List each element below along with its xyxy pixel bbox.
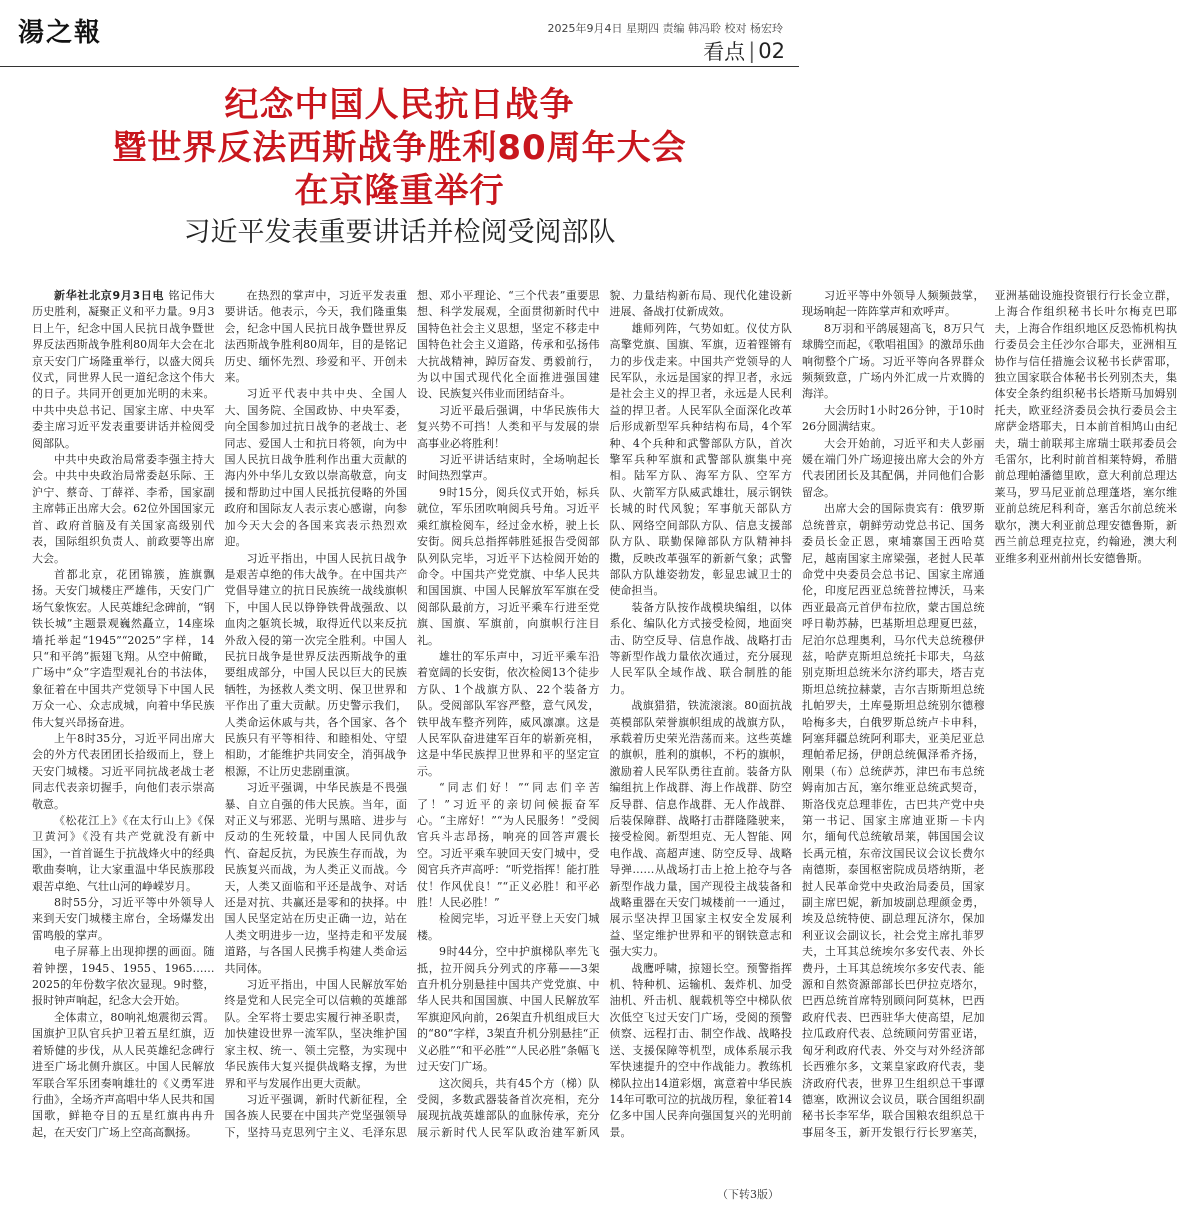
article-paragraph: 习近平代表中共中央、全国人大、国务院、全国政协、中央军委，向全国参加过抗日战争的老战士、老同志、爱国人士和抗日将领，向为中国人民抗日战争胜利作出重大贡献的海内外中华儿女致以崇高敬意，向支援和帮助过中国人民抵抗侵略的外国政府和国际友人表示衷心感谢，向参加今天大会的各国来宾表示热烈欢迎。 (224, 387, 407, 549)
article-paragraph: 8万羽和平鸽展翅高飞，8万只气球腾空而起，《歌唱祖国》的激昂乐曲响彻整个广场。习近平等向各界群众频频致意，广场内外汇成一片欢腾的海洋。 (802, 321, 985, 401)
newspaper-logo: 湯之報 (18, 18, 103, 48)
issue-info: 2025年9月4日 星期四 责编 韩冯聆 校对 杨宏玲 (547, 22, 783, 35)
article-paragraph: 装备方队按作战模块编组，以体系化、编队化方式接受检阅，地面突击、防空反导、信息作战、战略打击等新型作战力量依次通过，充分展现人民军队全域作战、联合制胜的能力。 (609, 600, 792, 696)
article-paragraph: 大会开始前，习近平和夫人彭丽媛在端门外广场迎接出席大会的外方代表团团长及其配偶，并同他们合影留念。 (802, 436, 985, 499)
article-paragraph: 9时15分，阅兵仪式开始，标兵就位，军乐团吹响阅兵号角。习近平乘红旗检阅车，经过金水桥，驶上长安街。阅兵总指挥韩胜延报告受阅部队列队完毕，习近平下达检阅开始的命令。中国共产党党旗、中华人民共和国国旗、中国人民解放军军旗在受阅部队最前方，习近平乘车行进至党旗、国旗、军旗前，向旗帜行注目礼。 (417, 485, 600, 647)
article-paragraph: 习近平强调，中华民族是不畏强暴、自立自强的伟大民族。当年，面对正义与邪恶、光明与黑暗、进步与反动的生死较量，中国人民同仇敌忾、奋起反抗，为民族生存而战，为民族复兴而战，为人类正义而战。今天，人类又面临和平还是战争、对话还是对抗、共赢还是零和的抉择。中国人民坚定站在历史正确一边，站在人类文明进步一边，坚持走和平发展道路，与各国人民携手构建人类命运共同体。 (224, 781, 407, 975)
headline-block (0, 84, 799, 251)
article-paragraph: 习近平指出，中国人民抗日战争是艰苦卓绝的伟大战争。在中国共产党倡导建立的抗日民族统一战线旗帜下，中国人民以铮铮铁骨战强敌、以血肉之躯筑长城，取得近代以来反抗外敌入侵的第一次完全胜利。中国人民抗日战争是世界反法西斯战争的重要组成部分，中国人民以巨大的民族牺牲，为拯救人类文明、保卫世界和平作出了重大贡献。历史警示我们，人类命运休戚与共，各个国家、各个民族只有平等相待、和睦相处、守望相助，才能维护共同安全，消弭战争根源，不让历史悲剧重演。 (224, 551, 407, 778)
article-paragraph: 习近平讲话结束时，全场响起长时间热烈掌声。 (417, 453, 600, 483)
headline-subtitle: 习近平发表重要讲话并检阅受阅部队 (183, 217, 616, 248)
article-paragraph: 全体肃立，80响礼炮震彻云霄。国旗护卫队官兵护卫着五星红旗，迈着矫健的步伐，从人民英雄纪念碑行进至广场北侧升旗区。中国人民解放军联合军乐团奏响雄壮的《义勇军进行曲》，全场齐声高唱中华人民共和国国歌，鲜艳夺目的五星红旗冉冉升起，在天安门广场上空高高飘扬。 (32, 1010, 215, 1139)
header-rule (0, 66, 799, 67)
article-paragraph: 战旗猎猎，铁流滚滚。80面抗战英模部队荣誉旗帜组成的战旗方队，承载着历史荣光浩荡而来。这些英雄的旗帜，胜利的旗帜，不朽的旗帜，激励着人民军队勇往直前。装备方队编组抗上作战群、海上作战群、防空反导群、信息作战群、无人作战群、后装保障群、战略打击群隆隆驶来，接受检阅。新型坦克、无人智能、网电作战、高超声速、防空反导、战略导弹……从战场打击上抢上抢夺与各新型作战力量，国产现役主战装备和战略重器在天安门城楼前一一通过，展示坚决捍卫国家主权安全发展利益、坚定维护世界和平的钢铁意志和强大实力。 (609, 699, 792, 959)
article-paragraph: 《松花江上》《在太行山上》《保卫黄河》《没有共产党就没有新中国》，一首首诞生于抗战烽火中的经典歌曲奏响，让大家重温中华民族那段艰苦卓绝、气壮山河的峥嵘岁月。 (32, 814, 215, 893)
article-paragraph: 新华社北京9月3日电 铭记伟大历史胜利，凝聚正义和平力量。9月3日上午，纪念中国人民抗日战争暨世界反法西斯战争胜利80周年大会在北京天安门广场隆重举行，以盛大阅兵仪式，同世界人民一道纪念这个伟大的日子。共同开创更加光明的未来。中共中央总书记、国家主席、中央军委主席习近平发表重要讲话并检阅受阅部队。 (32, 289, 215, 450)
article-paragraph: 习近平指出，中国人民解放军始终是党和人民完全可以信赖的英雄部队。全军将士要忠实履行神圣职责，加快建设世界一流军队，坚决维护国家主权、统一、领土完整，为实现中华民族伟大复兴提供战略支撑，为世界和平与发展作出更大贡献。 (224, 978, 407, 1090)
section-label: 看点 (703, 40, 746, 64)
headline-line-1: 纪念中国人民抗日战争 (224, 85, 575, 125)
article-paragraph: 习近平最后强调，中华民族伟大复兴势不可挡！人类和平与发展的崇高事业必将胜利！ (417, 403, 600, 450)
article-paragraph: 中共中央政治局常委李强主持大会。中共中央政治局常委赵乐际、王沪宁、蔡奇、丁薛祥、李希，国家副主席韩正出席大会。62位外国国家元首、政府首脑及有关国家高级别代表，国际组织负责人、前政要等出席大会。 (32, 453, 215, 565)
article-paragraph: 习近平强调，新时代新征程，全国各族人民要在中国共产党坚强领导下，坚持马克思列宁主义、毛泽东思想、邓小平理论、“三个代表”重要思想、科学发展观，全面贯彻新时代中国特色社会主义思想，坚定不移走中国特色社会主义道路，传承和弘扬伟大抗战精神，踔厉奋发、勇毅前行，为以中国式现代化全面推进强国建设、民族复兴伟业而团结奋斗。 (224, 289, 600, 1139)
page-tag (703, 38, 785, 64)
page-number: 02 (758, 39, 785, 63)
article-body (32, 288, 1177, 1154)
article-paragraph: 在热烈的掌声中，习近平发表重要讲话。他表示，今天，我们隆重集会，纪念中国人民抗日战争暨世界反法西斯战争胜利80周年，目的是铭记历史、缅怀先烈、珍爱和平、开创未来。 (224, 289, 407, 385)
article-paragraph: 战鹰呼啸，掠翅长空。预警指挥机、特种机、运输机、轰炸机、加受油机、歼击机、舰载机等空中梯队依次低空飞过天安门广场，受阅的预警侦察、远程打击、制空作战、战略投送、支援保障等机型，成体系展示我军快速提升的空中作战能力。教练机梯队拉出14道彩烟，寓意着中华民族14年可歌可泣的抗战历程，象征着14亿多中国人民奔向强国复兴的光明前景。 (609, 961, 792, 1139)
article-paragraph: 首都北京，花团锦簇，旌旗飘扬。天安门城楼庄严雄伟，天安门广场气象恢宏。人民英雄纪念碑前，“钢铁长城”主题景观巍然矗立，14座垛墙托举起“1945”“2025”字样，14只“和平鸽”振翅飞翔。从空中俯瞰，广场中“众”字造型观礼台的书法体，象征着在中国共产党领导下中国人民万众一心、众志成城，向着中华民族伟大复兴昂扬奋进。 (32, 567, 215, 729)
dateline: 新华社北京9月3日电 (54, 289, 165, 302)
divider: | (748, 39, 756, 63)
masthead (0, 0, 799, 70)
article-paragraph: 检阅完毕，习近平登上天安门城楼。 (417, 912, 600, 942)
article-paragraph: 习近平等中外领导人频频鼓掌，现场响起一阵阵掌声和欢呼声。 (802, 289, 985, 319)
article-paragraph: 上午8时35分，习近平同出席大会的外方代表团团长拾级而上，登上天安门城楼。习近平同抗战老战士老同志代表亲切握手，向他们表示崇高敬意。 (32, 731, 215, 811)
article-paragraph: 大会历时1小时26分钟，于10时26分圆满结束。 (802, 403, 985, 434)
headline-line-3: 在京隆重举行 (294, 171, 505, 211)
continued-note: （下转3版） (717, 1188, 779, 1201)
article-paragraph: 这次阅兵，共有45个方（梯）队受阅，多数武器装备首次亮相，充分展现抗战英雄部队的血脉传承，充分展示新时代人民军队政治建军新风貌、力量结构新布局、现代化建设新进展、备战打仗新成效。 (417, 289, 792, 1139)
article-paragraph: 9时44分，空中护旗梯队率先飞抵，拉开阅兵分列式的序幕——3架直升机分别悬挂中国共产党党旗、中华人民共和国国旗、中国人民解放军军旗迎风向前，26架直升机组成巨大的“80”字样，3架直升机分别悬挂“正义必胜”“和平必胜”“人民必胜”条幅飞过天安门广场。 (417, 945, 600, 1074)
article-paragraph: “同志们好！”“同志们辛苦了！”习近平的亲切问候振奋军心。“主席好！”“为人民服务！”受阅官兵斗志昂扬，响亮的回答声震长空。习近平乘车驶回天安门城中，受阅官兵齐声高呼：“听党指挥！能打胜仗！作风优良！”“正义必胜！和平必胜！人民必胜！” (417, 781, 600, 910)
article-paragraph: 雄师列阵，气势如虹。仪仗方队高擎党旗、国旗、军旗，迈着铿锵有力的步伐走来。中国共产党领导的人民军队，永远是国家的捍卫者，永远是社会主义的捍卫者，永远是人民利益的捍卫者。人民军队全面深化改革后形成新型军兵种结构布局，4个军种、4个兵种和武警部队方队，首次擎军兵种军旗和武警部队旗集中亮相。陆军方队、海军方队、空军方队、火箭军方队威武雄壮，展示钢铁长城的时代风貌；军事航天部队方队、网络空间部队方队、信息支援部队方队、联勤保障部队方队精神抖擞，反映改革强军的新新气象；武警部队方队雄姿勃发，彰显忠诚卫士的使命担当。 (609, 321, 792, 598)
article-paragraph: 雄壮的军乐声中，习近平乘车沿着宽阔的长安街，依次检阅13个徒步方队、1个战旗方队、22个装备方队。受阅部队军容严整，意气风发，铁甲战车整齐列阵，威风凛凛。这是人民军队奋进建军百年的崭新亮相，这是中华民族捍卫世界和平的坚定宣示。 (417, 649, 600, 778)
article-paragraph: 出席大会的国际贵宾有：俄罗斯总统普京，朝鲜劳动党总书记、国务委员长金正恩，柬埔寨国王西哈莫尼，越南国家主席梁强，老挝人民革命党中央委员会总书记、国家主席通伦，印度尼西亚总统普拉博沃，马来西亚最高元首伊布拉欣，蒙古国总统呼日勒苏赫，巴基斯坦总理夏巴兹，尼泊尔总理奥利，马尔代夫总统穆伊兹，哈萨克斯坦总统托卡耶夫，乌兹别克斯坦总统米尔济约耶夫，塔吉克斯坦总统拉赫蒙，吉尔吉斯斯坦总统扎帕罗夫，土库曼斯坦总统别尔德穆哈梅多夫，白俄罗斯总统卢卡申科，阿塞拜疆总统阿利耶夫，亚美尼亚总理帕希尼扬，伊朗总统佩泽希齐扬，刚果（布）总统萨苏，津巴布韦总统姆南加古瓦，塞尔维亚总统武契奇，斯洛伐克总理菲佐，古巴共产党中央第一书记、国家主席迪亚斯－卡内尔，缅甸代总统敏昂莱，韩国国会议长禹元植，东帝汶国民议会议长费尔南德斯，泰国枢密院成员塔纳斯，老挝人民革命党中央政治局委员，国家副主席巴妮，新加坡副总理颜金勇，埃及总统特使、副总理瓦济尔，保加利亚议会副议长，社会党主席扎菲罗夫，土耳其总统埃尔多安代表、外长费丹，土耳其总统埃尔多安代表、能源和自然资源部部长巴伊拉克塔尔，巴西总统首席特别顾问阿莫林，巴西政府代表、巴西驻华大使高望，尼加拉瓜政府代表、总统顾问劳雷亚诺，匈牙利政府代表、外交与对外经济部长西雅尔多，文莱皇家政府代表，斐济政府代表，世界卫生组织总干事谭德塞，欧洲议会议员，联合国组织副秘书长李军华，联合国粮农组织总干事屈冬玉，新开发银行行长罗塞芙，亚洲基础设施投资银行行长金立群，上海合作组织秘书长叶尔梅克巴耶夫，上海合作组织地区反恐怖机构执行委员会主任沙尔合耶夫，亚洲相互协作与信任措施会议秘书长萨雷耶，独立国家联合体秘书长列别杰夫，集体安全条约组织秘书长塔斯马加姆别托夫，欧亚经济委员会执行委员会主席萨金塔耶夫，日本前首相鸠山由纪夫，瑞士前联邦主席瑞士联邦委员会毛雷尔，比利时前首相莱特姆，希腊前总理帕潘德里欧，意大利前总理达莱马，罗马尼亚前总理蓬塔，塞尔维亚前总统尼科利奇，塞舌尔前总统米歇尔，澳大利亚前总理安德鲁斯，新西兰前总理克拉克，约翰逊，澳大利亚维多利亚州前州长安德鲁斯。 (802, 289, 1177, 1139)
article-paragraph: 电子屏幕上出现抑摆的画面。随着钟摆，1945、1955、1965……2025的年份数字依次显现。9时整，报时钟声响起，纪念大会开始。 (32, 945, 215, 1008)
article-paragraph: 8时55分，习近平等中外领导人来到天安门城楼主席台，全场爆发出雷鸣般的掌声。 (32, 896, 215, 942)
headline-line-2: 暨世界反法西斯战争胜利80周年大会 (112, 128, 687, 168)
